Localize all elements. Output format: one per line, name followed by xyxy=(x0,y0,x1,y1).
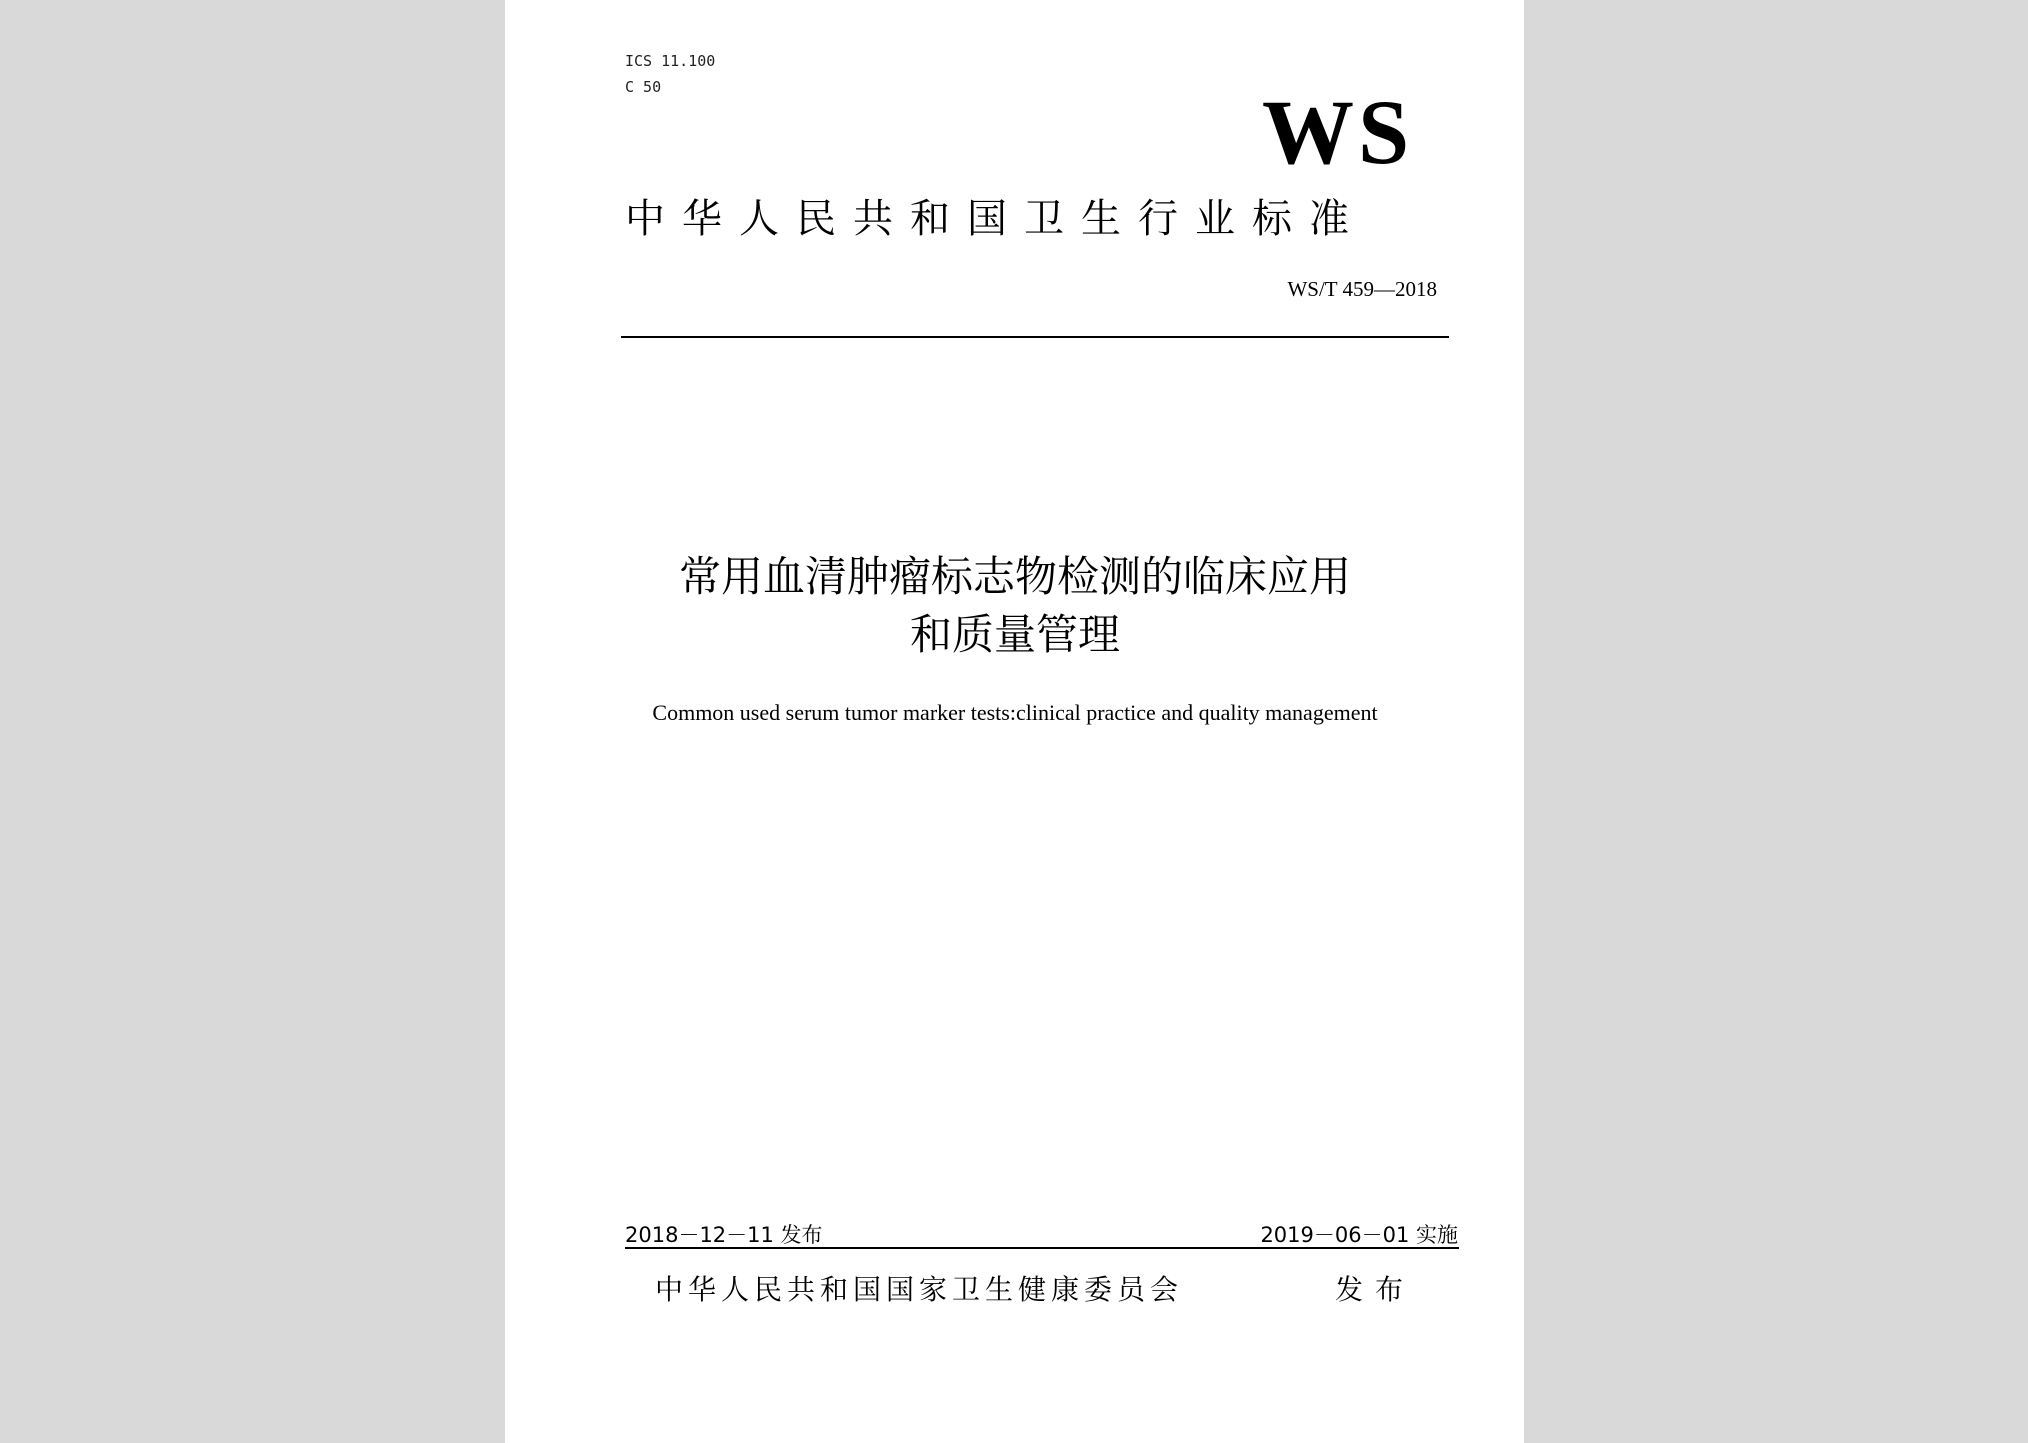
issuer-action: 发布 xyxy=(1335,1273,1416,1306)
issuer: 中华人民共和国国家卫生健康委员会 xyxy=(655,1273,1184,1306)
english-title: Common used serum tumor marker tests:clinical practice and quality management xyxy=(652,700,1378,725)
footer-divider xyxy=(625,1247,1459,1249)
implementation-date: 2019－06－01 实施 xyxy=(1260,1223,1458,1247)
issue-date: 2018－12－11 发布 xyxy=(625,1223,823,1247)
title-line-2: 和质量管理 xyxy=(909,610,1120,659)
classification-codes xyxy=(625,50,715,102)
standard-number: WS/T 459—2018 xyxy=(1287,277,1437,301)
document-title xyxy=(595,548,1435,664)
ics-code: ICS 11.100 xyxy=(625,52,716,70)
standard-name: 中华人民共和国卫生行业标准 xyxy=(625,196,1366,242)
ws-logo: WS xyxy=(1262,81,1414,183)
document-page xyxy=(505,0,1524,1443)
header-divider xyxy=(621,336,1449,338)
title-line-1: 常用血清肿瘤标志物检测的临床应用 xyxy=(678,552,1351,601)
ccs-code: C 50 xyxy=(625,78,662,96)
